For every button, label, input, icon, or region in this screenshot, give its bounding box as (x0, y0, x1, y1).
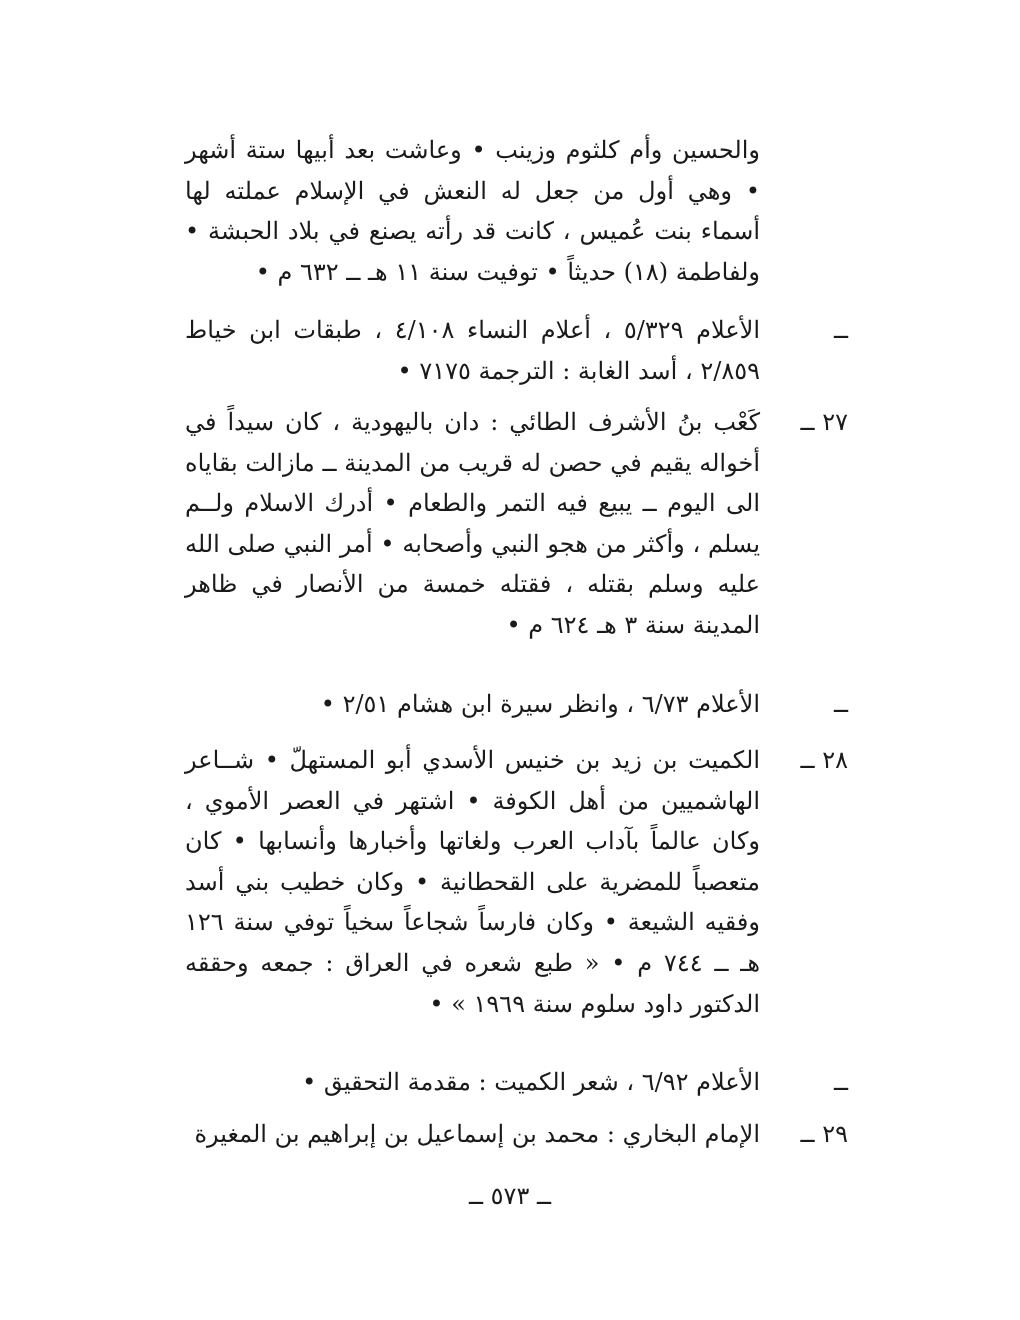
continuation-paragraph: والحسين وأم كلثوم وزينب • وعاشت بعد أبيها ستة أشهر • وهي أول من جعل له النعش في الإسلام عملته لها أسماء بنت عُميس ، كانت قد رأته يصنع في بلاد الحبشة • ولفاطمة (١٨) حديثاً • توفيت سنة ١١ هـ ــ ٦٣٢ م • (185, 136, 760, 286)
entry-number-28: ٢٨ ــ (800, 746, 848, 774)
entry-number-27: ٢٧ ــ (800, 408, 848, 436)
reference-paragraph-1: الأعلام ٥/٣٢٩ ، أعلام النساء ٤/١٠٨ ، طبقات ابن خياط ٢/٨٥٩ ، أسد الغابة : الترجمة ٧١٧٥ • (185, 316, 760, 385)
reference-paragraph-3: الأعلام ٦/٩٢ ، شعر الكميت : مقدمة التحقيق • (302, 1068, 760, 1096)
entry-28-paragraph: الكميت بن زيد بن خنيس الأسدي أبو المستهلّ • شــاعر الهاشميين من أهل الكوفة • اشتهر في العصر الأموي ، وكان عالماً بآداب العرب ولغاتها وأخبارها وأنسابها • كان متعصباً للمضرية على القحطانية • وكان خطيب بني أسد وفقيه الشيعة • وكان فارساً شجاعاً سخياً توفي سنة ١٢٦ هـ ــ ٧٤٤ م • « طبع شعره في العراق : جمعه وحققه الدكتور داود سلوم سنة ١٩٦٩ » • (185, 746, 760, 1018)
entry-29-paragraph: الإمام البخاري : محمد بن إسماعيل بن إبراهيم بن المغيرة (194, 1120, 760, 1148)
page-number: ــ ٥٧٣ ــ (468, 1182, 552, 1210)
reference-dash-2: ــ (833, 690, 848, 718)
entry-number-29: ٢٩ ــ (800, 1120, 848, 1148)
entry-27-paragraph: كَعْب بنُ الأشرف الطائي : دان باليهودية ، كان سيداً في أخواله يقيم في حصن له قريب من المدينة ــ مازالت بقاياه الى اليوم ــ يبيع فيه التمر والطعام • أدرك الاسلام ولــم يسلم ، وأكثر من هجو النبي وأصحابه • أمر النبي صلى الله عليه وسلم بقتله ، فقتله خمسة من الأنصار في ظاهر المدينة سنة ٣ هـ ٦٢٤ م • (185, 408, 761, 639)
reference-paragraph-2: الأعلام ٦/٧٣ ، وانظر سيرة ابن هشام ٢/٥١ • (320, 690, 760, 718)
reference-dash-3: ــ (833, 1068, 848, 1096)
reference-dash-1: ــ (833, 316, 848, 344)
